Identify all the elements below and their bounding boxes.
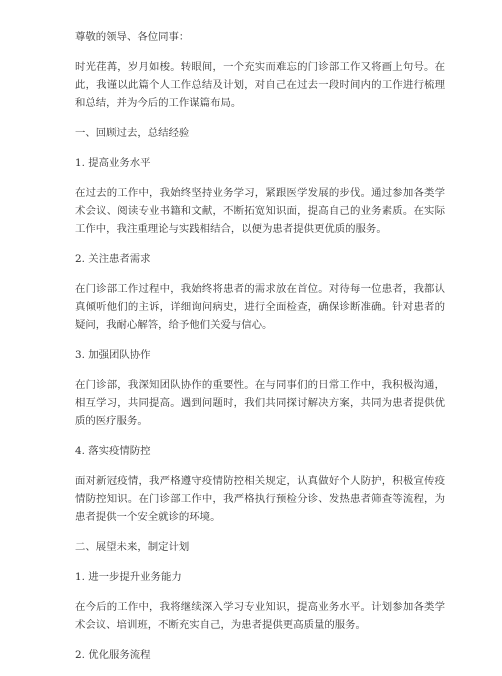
item-title: 2. 优化服务流程 [75,649,151,661]
item-title: 4. 落实疫情防控 [75,445,151,457]
item-title: 1. 提高业务水平 [75,157,151,169]
item-title: 1. 进一步提升业务能力 [75,571,182,583]
item-title: 2. 关注患者需求 [75,253,151,265]
item-body: 在过去的工作中，我始终坚持业务学习，紧跟医学发展的步伐。通过参加各类学术会议、阅读专业书籍和文献，不断拓宽知识面，提高自己的业务素质。在实际工作中，我注重理论与实践相结合，以便为患者提供更优质的服务。 [75,187,445,235]
section-heading: 二、展望未来，制定计划 [75,541,190,553]
greeting: 尊敬的领导、各位同事： [75,31,190,43]
item-body: 在门诊部工作过程中，我始终将患者的需求放在首位。对待每一位患者，我都认真倾听他们的主诉，详细询问病史，进行全面检查，确保诊断准确。针对患者的疑问，我耐心解答，给予他们关爱与信心。 [75,283,445,331]
intro-paragraph: 时光荏苒，岁月如梭。转眼间，一个充实而难忘的门诊部工作又将画上句号。在此，我谨以此篇个人工作总结及计划，对自己在过去一段时间内的工作进行梳理和总结，并为今后的工作谋篇布局。 [75,61,445,109]
section-heading: 一、回顾过去，总结经验 [75,127,190,139]
item-body: 在今后的工作中，我将继续深入学习专业知识，提高业务水平。计划参加各类学术会议、培训班，不断充实自己，为患者提供更高质量的服务。 [75,601,445,631]
document-body [75,28,445,676]
item-body: 面对新冠疫情，我严格遵守疫情防控相关规定，认真做好个人防护，积极宣传疫情防控知识。在门诊部工作中，我严格执行预检分诊、发热患者筛查等流程，为患者提供一个安全就诊的环境。 [75,475,445,523]
item-title: 3. 加强团队协作 [75,349,151,361]
item-body: 在门诊部，我深知团队协作的重要性。在与同事们的日常工作中，我积极沟通，相互学习，共同提高。遇到问题时，我们共同探讨解决方案，共同为患者提供优质的医疗服务。 [75,379,445,427]
